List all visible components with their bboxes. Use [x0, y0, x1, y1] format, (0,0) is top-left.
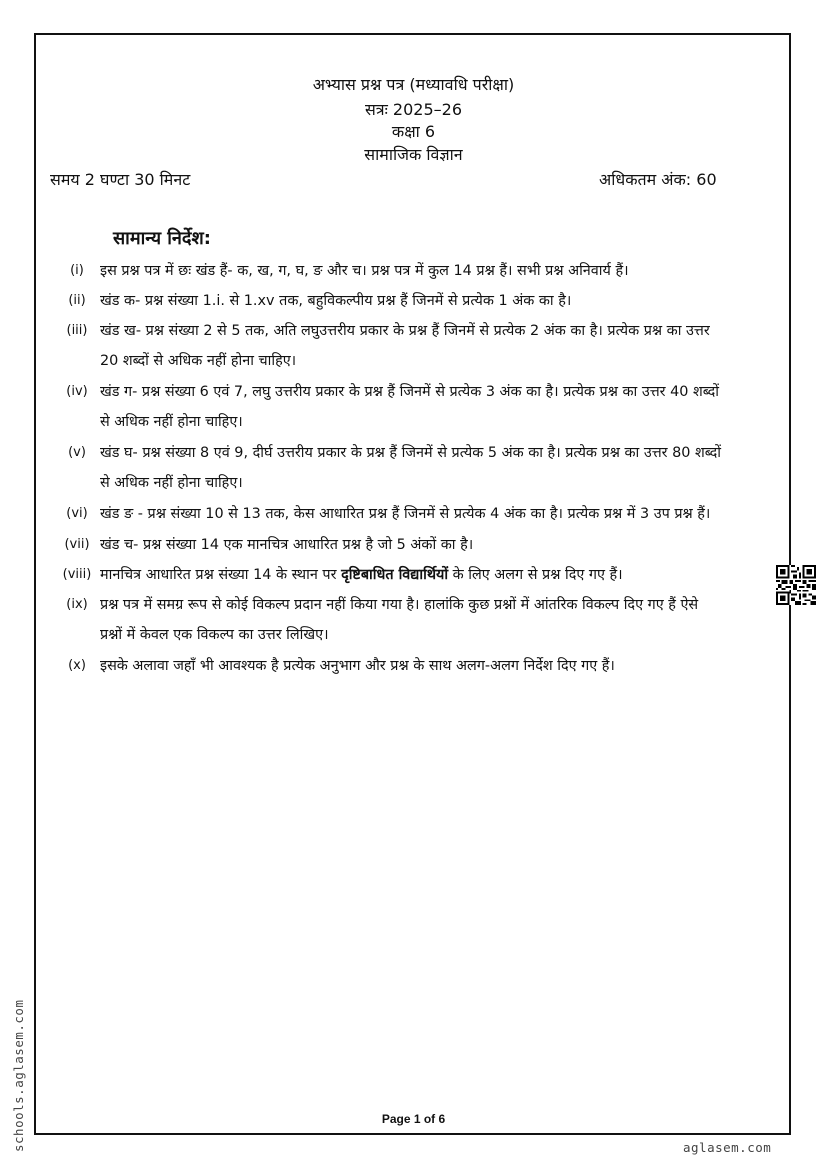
instruction-line: खंड ङ - प्रश्न संख्या 10 से 13 तक, केस आधारित प्रश्न हैं जिनमें से प्रत्येक 4 अंक का है। प्रत्येक प्रश्न में 3 उप प्रश्न हैं। [100, 506, 711, 522]
instruction-text [100, 377, 776, 437]
instruction-number: (v) [68, 445, 86, 460]
instruction-number: (ix) [66, 597, 88, 612]
instruction-text [100, 499, 776, 529]
instruction-line: प्रश्न पत्र में समग्र रूप से कोई विकल्प प्रदान नहीं किया गया है। हालांकि कुछ प्रश्नों में आंतरिक विकल्प दिए गए हैं ऐसे [100, 597, 699, 613]
instruction-text [100, 286, 776, 316]
instruction-text [100, 256, 776, 286]
instruction-line: से अधिक नहीं होना चाहिए। [100, 475, 243, 491]
instruction-number: (ii) [68, 293, 86, 308]
instruction-number: (x) [68, 658, 86, 673]
instruction-number: (iii) [66, 323, 88, 338]
instruction-text [100, 316, 776, 376]
instruction-line: खंड घ- प्रश्न संख्या 8 एवं 9, दीर्घ उत्तरीय प्रकार के प्रश्न हैं जिनमें से प्रत्येक 5 अंक का है। प्रत्येक प्रश्न का उत्तर 80 शब्दों [100, 445, 721, 461]
instruction-line: खंड क- प्रश्न संख्या 1.i. से 1.xv तक, बहुविकल्पीय प्रश्न हैं जिनमें से प्रत्येक 1 अंक का है। [100, 293, 572, 309]
instruction-line: से अधिक नहीं होना चाहिए। [100, 414, 243, 430]
instruction-line: इसके अलावा जहाँ भी आवश्यक है प्रत्येक अनुभाग और प्रश्न के साथ अलग-अलग निर्देश दिए गए हैं। [100, 658, 615, 674]
instruction-text [100, 530, 776, 560]
instruction-line: खंड च- प्रश्न संख्या 14 एक मानचित्र आधारित प्रश्न है जो 5 अंकों का है। [100, 537, 474, 553]
instruction-text-part: के लिए अलग से प्रश्न दिए गए हैं। [448, 567, 623, 583]
exam-title: अभ्यास प्रश्न पत्र (मध्यावधि परीक्षा) [312, 75, 515, 94]
instruction-text [100, 560, 776, 590]
footer-watermark: aglasem.com [683, 1140, 772, 1155]
instruction-line: खंड ख- प्रश्न संख्या 2 से 5 तक, अति लघुउत्तरीय प्रकार के प्रश्न हैं जिनमें से प्रत्येक 2 अंक का है। प्रत्येक प्रश्न का उत्तर [100, 323, 710, 339]
instruction-number: (i) [70, 263, 84, 278]
instruction-emphasis: दृष्टिबाधित विद्यार्थियों [341, 567, 449, 583]
instruction-text [100, 438, 776, 498]
instruction-line: प्रश्नों में केवल एक विकल्प का उत्तर लिखिए। [100, 627, 329, 643]
instruction-number: (iv) [66, 384, 88, 399]
time-allowed: समय 2 घण्टा 30 मिनट [50, 170, 191, 189]
class-label: कक्षा 6 [391, 122, 436, 141]
side-watermark: schools.aglasem.com [11, 999, 26, 1152]
instruction-text-part: मानचित्र आधारित प्रश्न संख्या 14 के स्थान पर [100, 567, 342, 583]
instruction-line: इस प्रश्न पत्र में छः खंड हैं- क, ख, ग, घ, ङ और च। प्रश्न पत्र में कुल 14 प्रश्न हैं। सभी प्रश्न अनिवार्य हैं। [100, 263, 629, 279]
instruction-text [100, 590, 776, 650]
instruction-number: (vii) [64, 537, 90, 552]
instruction-text [100, 651, 776, 681]
qr-code-icon[interactable] [776, 565, 816, 605]
instruction-number: (viii) [62, 567, 92, 582]
max-marks: अधिकतम अंक: 60 [599, 170, 717, 189]
session: सत्रः 2025–26 [364, 100, 463, 119]
page-number: Page 1 of 6 [381, 1112, 446, 1126]
instruction-line: 20 शब्दों से अधिक नहीं होना चाहिए। [100, 353, 297, 369]
instruction-line: खंड ग- प्रश्न संख्या 6 एवं 7, लघु उत्तरीय प्रकार के प्रश्न हैं जिनमें से प्रत्येक 3 अंक का है। प्रत्येक प्रश्न का उत्तर 40 शब्दों [100, 384, 719, 400]
instructions-heading: सामान्य निर्देश: [113, 228, 211, 249]
subject: सामाजिक विज्ञान [364, 145, 463, 164]
instruction-number: (vi) [66, 506, 88, 521]
